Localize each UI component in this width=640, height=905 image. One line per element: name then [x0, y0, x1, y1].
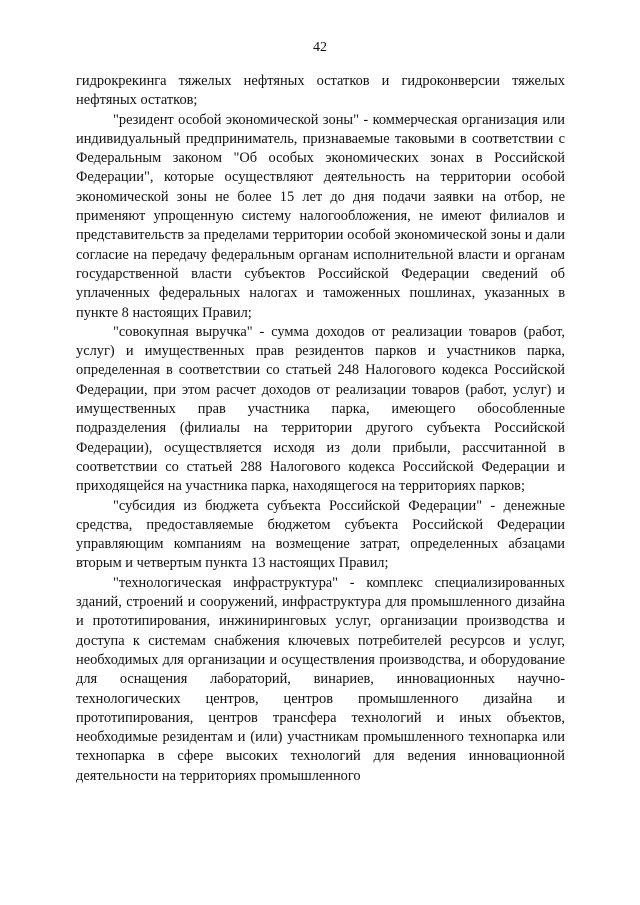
definition-regional-subsidy: "субсидия из бюджета субъекта Российской Федерации" - денежные средства, предоставляемые бюджетом субъекта Российской Федерации управляющим компаниям на возмещение затрат, определенных абзацами вторым и четвертым пункта 13 настоящих Правил; [76, 497, 565, 572]
definition-technological-infrastructure: "технологическая инфраструктура" - комплекс специализированных зданий, строений и сооружений, инфраструктура для промышленного дизайна и прототипирования, инжиниринговых услуг, организации производства и доступа к системам снабжения ключевых потребителей ресурсов и услуг, необходимых для организации и осуществления производства, и оборудование для оснащения лабораторий, винариев, инновационных научно-технологических центров, центров промышленного дизайна и прототипирования, центров трансфера технологий и иных объектов, необходимые резидентам и (или) участникам промышленного технопарка или технопарка в сфере высоких технологий для ведения инновационной деятельности на территориях промышленного [76, 574, 565, 784]
document-body [76, 72, 565, 786]
definition-total-revenue: "совокупная выручка" - сумма доходов от реализации товаров (работ, услуг) и имущественных прав резидентов парков и участников парка, определенная в соответствии со статьей 248 Налогового кодекса Российской Федерации, при этом расчет доходов от реализации товаров (работ, услуг) и имущественных прав участника парка, имеющего обособленные подразделения (филиалы на территории другого субъекта Российской Федерации), осуществляется исходя из доли прибыли, рассчитанной в соответствии со статьей 288 Налогового кодекса Российской Федерации и приходящейся на участника парка, находящегося на территориях парков; [76, 323, 565, 495]
paragraph-continuation: гидрокрекинга тяжелых нефтяных остатков и гидроконверсии тяжелых нефтяных остатков; [76, 73, 565, 109]
page-number: 42 [313, 40, 327, 55]
definition-osez-resident: "резидент особой экономической зоны" - коммерческая организация или индивидуальный предприниматель, признаваемые таковыми в соответствии с Федеральным законом "Об особых экономических зонах в Российской Федерации", которые осуществляют деятельность на территории особой экономической зоны не более 15 лет до дня подачи заявки на отбор, не применяют упрощенную систему налогообложения, не имеют филиалов и представительств за пределами территории особой экономической зоны и дали согласие на передачу федеральным органам исполнительной власти и органам государственной власти субъектов Российской Федерации сведений об уплаченных федеральных налогах и таможенных пошлинах, указанных в пункте 8 настоящих Правил; [76, 111, 565, 321]
